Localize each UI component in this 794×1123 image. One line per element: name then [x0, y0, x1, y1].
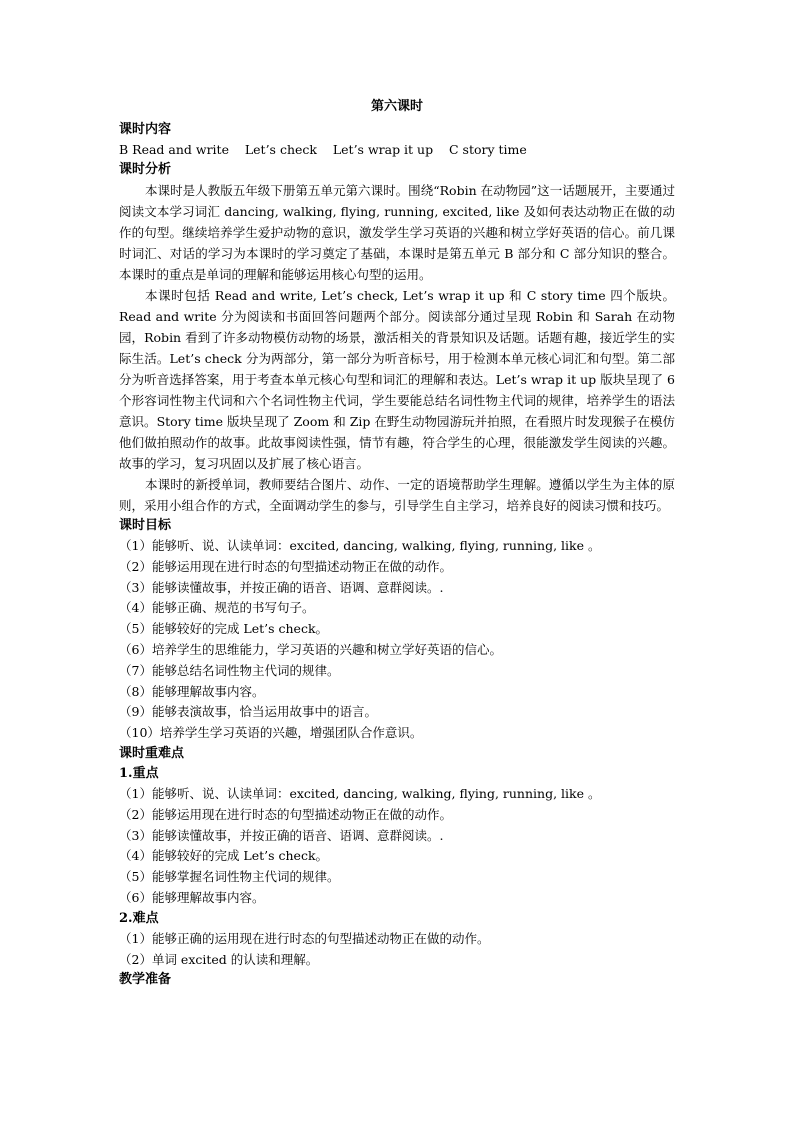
hard-point-item: （2）单词 excited 的认读和理解。 [119, 951, 319, 967]
hard-points-list [119, 929, 675, 971]
objective-item: （5）能够较好的完成 Let’s check。 [119, 621, 329, 637]
analysis-paragraph-2: 本课时包括 Read and write, Let’s check, Let’s wrap it up 和 C story time 四个版块。Read and write 分为阅读和书面回答问题两个部分。阅读部分通过呈现 Robin 和 Sarah 在动物园，Robin 看到了许多动物模仿动物的场景，激活相关的背景知识及话题。话题有趣，接近学生的实际生活。Let’s check 分为两部分，第一部分为听音标号，用于检测本单元核心词汇和句型。第二部分为听音选择答案，用于考查本单元核心句型和词汇的理解和表达。Let’s wrap it up 版块呈现了 6 个形容词性物主代词和六个名词性物主代词，学生要能总结名词性物主代词的规律，培养学生的语法意识。Story time 版块呈现了 Zoom 和 Zip 在野生动物园游玩并拍照，在看照片时发现猴子在模仿他们做拍照动作的故事。此故事阅读性强，情节有趣，符合学生的心理，很能激发学生阅读的兴趣。故事的学习，复习巩固以及扩展了核心语言。 [119, 288, 675, 471]
page-title: 第六课时 [370, 99, 423, 114]
key-point-item: （3）能够读懂故事，并按正确的语音、语调、意群阅读。. [119, 827, 444, 843]
key-point-item: （2）能够运用现在进行时态的句型描述动物正在做的动作。 [119, 806, 452, 822]
key-points-heading: 1.重点 [119, 765, 159, 781]
objectives-list [119, 536, 675, 744]
document-content [119, 98, 675, 990]
analysis-paragraph-3: 本课时的新授单词，教师要结合图片、动作、一定的语境帮助学生理解。遵循以学生为主体的原则，采用小组合作的方式，全面调动学生的参与，引导学生自主学习，培养良好的阅读习惯和技巧。 [119, 477, 675, 513]
objective-item: （9）能够表演故事，恰当运用故事中的语言。 [119, 704, 377, 720]
objective-item: （6）培养学生的思维能力，学习英语的兴趣和树立学好英语的信心。 [119, 641, 502, 657]
key-point-item: （1）能够听、说、认读单词：excited, dancing, walking, flying, running, like 。 [119, 785, 601, 801]
analysis-paragraph-1: 本课时是人教版五年级下册第五单元第六课时。围绕“Robin 在动物园”这一话题展开，主要通过阅读文本学习词汇 dancing, walking, flying, running, excited, like 及如何表达动物正在做的动作的句型。继续培养学生爱护动物的意识，激发学生学习英语的兴趣和树立学好英语的信心。前几课时词汇、对话的学习为本课时的学习奠定了基础，本课时是第五单元 B 部分和 C 部分知识的整合。本课时的重点是单词的理解和能够运用核心句型的运用。 [119, 183, 675, 282]
preparation-heading: 教学准备 [119, 972, 172, 988]
key-point-item: （5）能够掌握名词性物主代词的规律。 [119, 869, 340, 885]
objective-item: （3）能够读懂故事，并按正确的语音、语调、意群阅读。. [119, 579, 444, 595]
objective-item: （8）能够理解故事内容。 [119, 683, 265, 699]
objective-item: （4）能够正确、规范的书写句子。 [119, 600, 315, 616]
objective-item: （7）能够总结名词性物主代词的规律。 [119, 662, 340, 678]
hard-point-item: （1）能够正确的运用现在进行时态的句型描述动物正在做的动作。 [119, 930, 490, 946]
objective-item: （1）能够听、说、认读单词：excited, dancing, walking, flying, running, like 。 [119, 538, 601, 553]
key-point-item: （6）能够理解故事内容。 [119, 889, 265, 905]
key-point-item: （4）能够较好的完成 Let’s check。 [119, 848, 329, 864]
objective-item: （10）培养学生学习英语的兴趣，增强团队合作意识。 [119, 725, 423, 741]
objectives-heading: 课时目标 [119, 518, 172, 533]
hard-points-heading: 2.难点 [119, 910, 159, 926]
objective-item: （2）能够运用现在进行时态的句型描述动物正在做的动作。 [119, 558, 452, 574]
content-heading: 课时内容 [119, 122, 172, 137]
content-text: B Read and write Let’s check Let’s wrap it up C story time [119, 142, 527, 157]
key-points-list [119, 784, 675, 909]
difficulty-heading: 课时重难点 [119, 745, 185, 761]
analysis-heading: 课时分析 [119, 162, 172, 177]
